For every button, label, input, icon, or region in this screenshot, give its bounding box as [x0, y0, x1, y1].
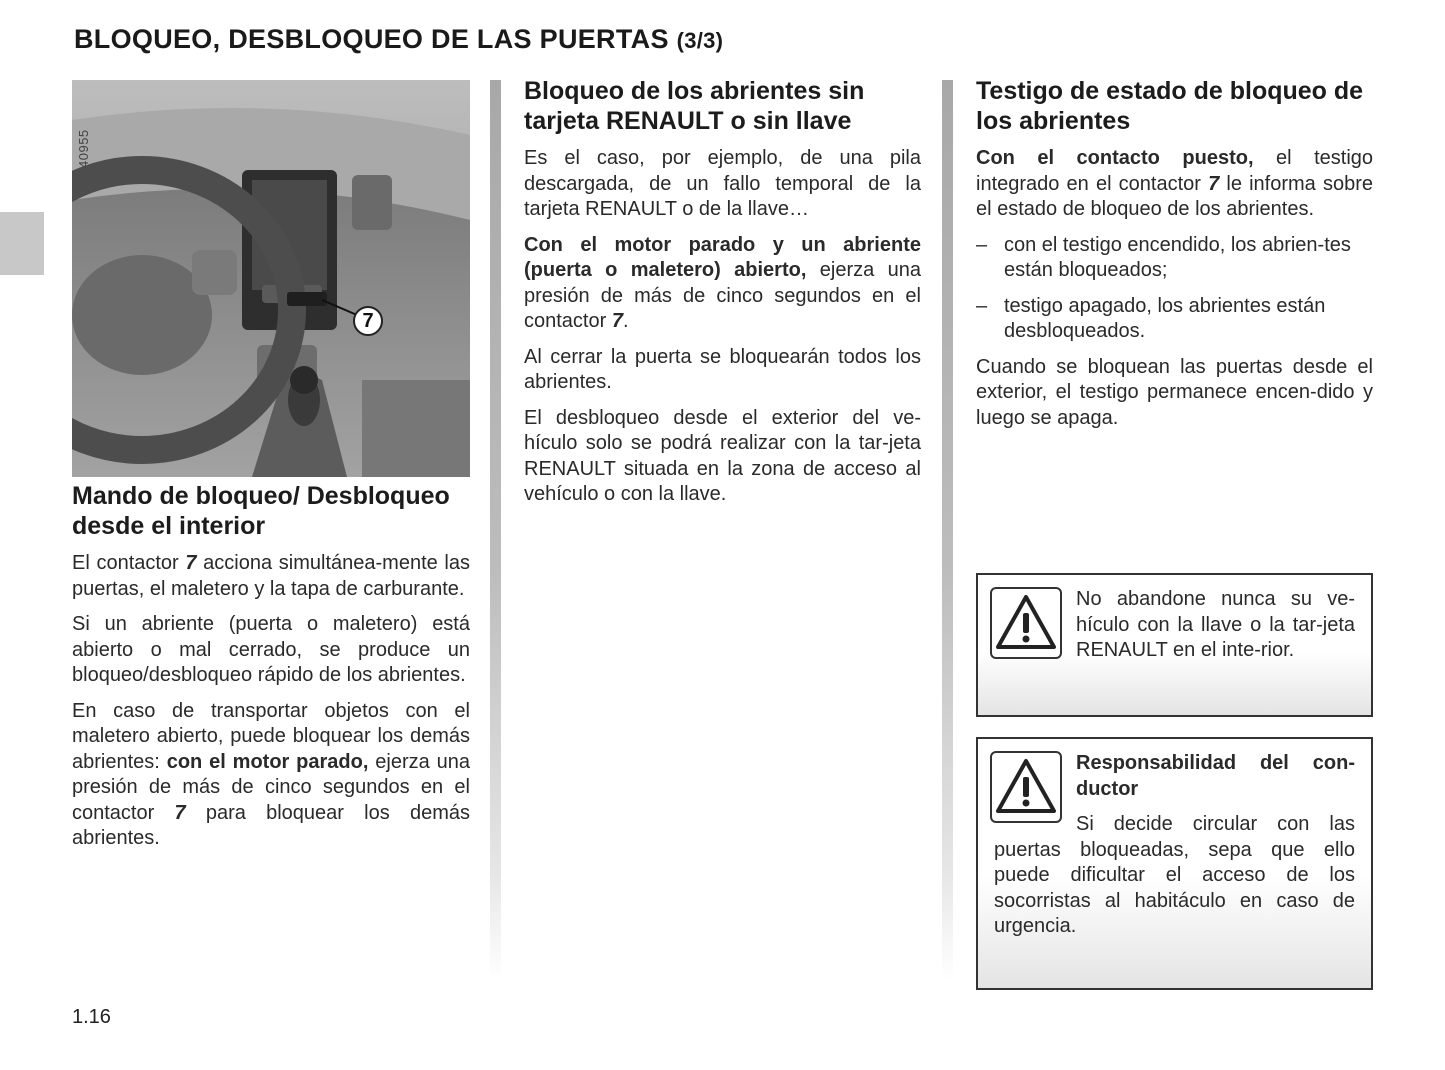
col3-paragraph-2: Cuando se bloquean las puertas desde el exterior, el testigo permanece encen-dido y luego se apaga. — [976, 355, 1373, 429]
warning-triangle-icon — [990, 751, 1062, 823]
col1-paragraph-2: Si un abriente (puerta o maletero) está abierto o mal cerrado, se produce un bloqueo/desbloqueo rápido de los abrientes. — [72, 613, 470, 686]
col3-paragraph-1: Con el contacto puesto, el testigo integrado en el contactor 7 le informa sobre el estado de bloqueo de los abrientes. — [976, 147, 1374, 220]
column-1 — [72, 76, 470, 862]
column-2 — [524, 76, 921, 518]
column-divider-right — [942, 80, 953, 980]
list-item: – testigo apagado, los abrientes están desbloqueados. — [976, 294, 1373, 345]
warning-2-text: Si decide circular con las puertas bloqueadas, sepa que ello puede dificultar el acceso de los socorristas al habitáculo en caso de urgencia. — [994, 813, 1355, 937]
col1-heading: Mando de bloqueo/ Desbloqueo desde el interior — [72, 482, 450, 540]
page-title-suffix: (3/3) — [676, 28, 724, 53]
page-number: 1.16 — [72, 1006, 111, 1028]
status-list — [976, 233, 1373, 345]
col2-paragraph-3: Al cerrar la puerta se bloquearán todos los abrientes. — [524, 345, 921, 393]
page-title-text: BLOQUEO, DESBLOQUEO DE LAS PUERTAS — [74, 24, 669, 54]
column-3 — [976, 76, 1373, 441]
section-tab — [0, 212, 44, 275]
col3-heading: Testigo de estado de bloqueo de los abrientes — [976, 77, 1364, 135]
warning-2-title: Responsabilidad del con-ductor — [1076, 752, 1355, 800]
col1-paragraph-3: En caso de transportar objetos con el maletero abierto, puede bloquear los demás abrientes: con el motor parado, ejerza una presión de más de cinco segundos en el contactor 7 para bloquear los demás abrientes. — [72, 699, 470, 849]
warning-1-text: No abandone nunca su ve-hículo con la llave o la tar-jeta RENAULT en el inte-rior. — [1076, 588, 1355, 661]
warning-triangle-icon — [990, 587, 1062, 659]
column-divider-left — [490, 80, 501, 980]
col1-paragraph-1: El contactor 7 acciona simultánea-mente las puertas, el maletero y la tapa de carburante. — [72, 552, 470, 600]
col2-heading: Bloqueo de los abrientes sin tarjeta RENAULT o sin llave — [524, 77, 865, 135]
list-item: – con el testigo encendido, los abrien-tes están bloqueados; — [976, 233, 1373, 284]
col2-paragraph-4: El desbloqueo desde el exterior del ve-hículo solo se podrá realizar con la tar-jeta RENAULT situada en la zona de acceso al vehículo o con la llave. — [524, 406, 921, 505]
warning-box-1 — [976, 573, 1373, 717]
figure-id: 40955 — [76, 129, 91, 168]
callout-7: 7 — [353, 306, 383, 336]
col2-paragraph-2: Con el motor parado y un abriente (puerta o maletero) abierto, ejerza una presión de más de cinco segundos en el contactor 7. — [524, 233, 921, 332]
warning-box-2 — [976, 737, 1373, 990]
col2-paragraph-1: Es el caso, por ejemplo, de una pila descargada, de un fallo temporal de la tarjeta RENAULT o de la llave… — [524, 147, 921, 220]
page-title — [74, 24, 723, 55]
